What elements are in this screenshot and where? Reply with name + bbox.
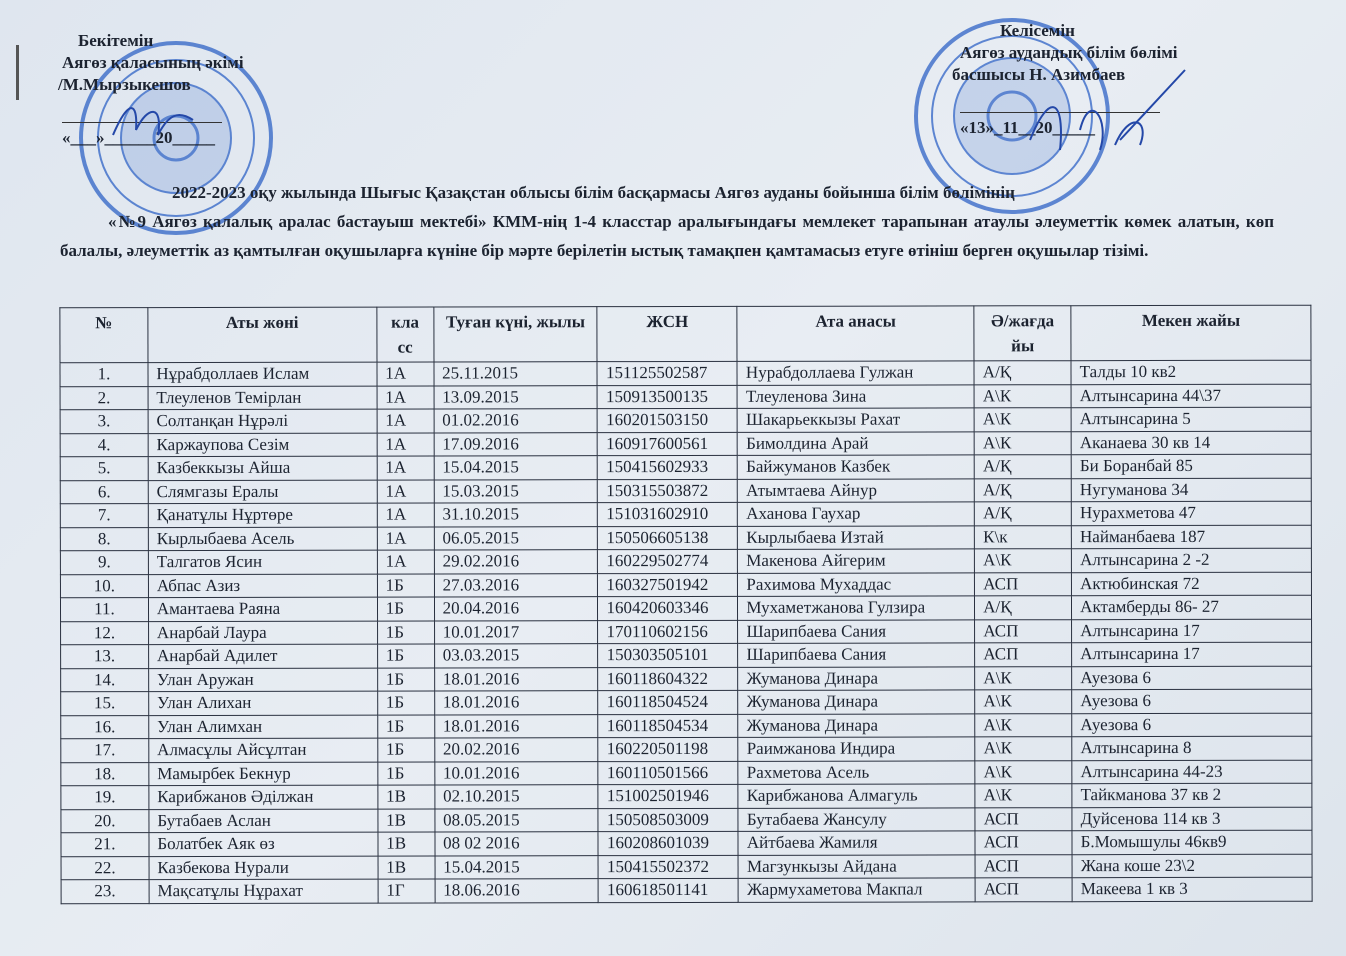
- cell-parent: Жармухаметова Макпал: [738, 878, 975, 902]
- cell-address: Би Боранбай 85: [1071, 454, 1311, 478]
- cell-number: 19.: [61, 786, 149, 810]
- table-row: [61, 713, 1312, 739]
- binding-mark: [16, 45, 19, 100]
- cell-birthdate: 15.04.2015: [435, 855, 599, 879]
- cell-parent: Аханова Гаухар: [738, 502, 975, 526]
- cell-status: А/Қ: [975, 502, 1072, 526]
- cell-address: Алтынсарина 44-23: [1072, 760, 1312, 784]
- cell-iin: 150913500135: [597, 385, 737, 409]
- cell-iin: 160327501942: [598, 573, 738, 597]
- cell-name: Анарбай Адилет: [148, 644, 377, 668]
- right-signature: [1020, 60, 1190, 170]
- cell-birthdate: 10.01.2016: [434, 761, 598, 785]
- cell-class: 1Б: [377, 621, 434, 645]
- cell-address: Актюбинская 72: [1072, 572, 1312, 596]
- cell-iin: 150303505101: [598, 643, 738, 667]
- header-col-number: №: [60, 308, 148, 363]
- cell-name: Каржаупова Сезім: [148, 433, 377, 457]
- cell-birthdate: 18.06.2016: [435, 879, 599, 903]
- cell-parent: Бутабаева Жансулу: [738, 807, 975, 831]
- cell-birthdate: 02.10.2015: [435, 785, 599, 809]
- cell-status: АСП: [975, 572, 1072, 596]
- cell-parent: Кырлыбаева Изтай: [738, 525, 975, 549]
- cell-name: Болатбек Аяк өз: [149, 832, 378, 856]
- cell-address: Талды 10 кв2: [1071, 360, 1311, 384]
- cell-birthdate: 20.02.2016: [434, 738, 598, 762]
- cell-status: АСП: [975, 831, 1072, 855]
- cell-number: 22.: [61, 856, 149, 880]
- cell-number: 5.: [60, 457, 148, 481]
- cell-name: Талгатов Ясин: [148, 550, 377, 574]
- cell-number: 10.: [60, 574, 148, 598]
- cell-number: 20.: [61, 809, 149, 833]
- cell-parent: Айтбаева Жамиля: [738, 831, 975, 855]
- table-row: [60, 525, 1311, 551]
- table-row: [61, 619, 1312, 645]
- cell-status: А\К: [975, 760, 1072, 784]
- cell-birthdate: 18.01.2016: [434, 691, 598, 715]
- cell-address: Алтынсарина 2 -2: [1072, 548, 1312, 572]
- cell-class: 1А: [377, 409, 434, 433]
- title-line-2: «№9 Аягөз қалалық аралас бастауыш мектебі» КММ-нің 1-4 класстар аралығындағы мемлекет тарапынан атаулы әлеуметтік көмек алатын, көп балалы, әлеуметтік аз қамтылған оқушыларға күніне бір мәрте берілетін ыстық тамақпен қамтамасыз етуге өтініш берген оқушылар тізімі.: [60, 212, 1274, 260]
- cell-name: Алмасұлы Айсұлтан: [149, 738, 378, 762]
- header-col-parent: Ата анасы: [737, 306, 974, 361]
- cell-birthdate: 20.04.2016: [434, 597, 598, 621]
- cell-class: 1Б: [377, 715, 434, 739]
- cell-address: Алтынсарина 17: [1072, 642, 1312, 666]
- cell-class: 1А: [377, 480, 434, 504]
- approval-date: «___»______20_____: [62, 128, 215, 147]
- cell-status: А\К: [975, 549, 1072, 573]
- cell-name: Мақсатұлы Нұрахат: [149, 879, 378, 903]
- cell-iin: 150506605138: [598, 526, 738, 550]
- cell-iin: 160208601039: [598, 831, 738, 855]
- header-col-birthdate: Туған күні, жылы: [434, 307, 598, 362]
- cell-class: 1Г: [378, 879, 435, 903]
- cell-birthdate: 25.11.2015: [434, 362, 598, 386]
- cell-birthdate: 06.05.2015: [434, 526, 598, 550]
- cell-status: А\К: [974, 431, 1071, 455]
- table-row: [60, 478, 1311, 504]
- cell-name: Анарбай Лаура: [148, 621, 377, 645]
- cell-number: 1.: [60, 363, 148, 387]
- cell-number: 12.: [61, 621, 149, 645]
- cell-parent: Жуманова Динара: [738, 713, 975, 737]
- cell-number: 11.: [60, 598, 148, 622]
- table-row: [60, 548, 1311, 574]
- cell-class: 1В: [378, 785, 435, 809]
- cell-iin: 160220501198: [598, 737, 738, 761]
- cell-birthdate: 31.10.2015: [434, 503, 598, 527]
- cell-status: А/Қ: [975, 596, 1072, 620]
- agreement-date: «13»_11__20_____: [960, 118, 1096, 137]
- header-col-class: кла сс: [377, 307, 434, 362]
- cell-status: А\К: [974, 408, 1071, 432]
- table-row: [61, 807, 1312, 833]
- cell-status: А\К: [975, 737, 1072, 761]
- cell-address: Жана коше 23\2: [1072, 854, 1312, 878]
- table-row: [61, 666, 1312, 692]
- table-row: [61, 830, 1312, 856]
- cell-iin: 150415602933: [598, 455, 738, 479]
- cell-class: 1Б: [377, 574, 434, 598]
- cell-address: Нурахметова 47: [1071, 501, 1311, 525]
- cell-class: 1В: [378, 809, 435, 833]
- cell-status: К\к: [975, 525, 1072, 549]
- cell-status: АСП: [975, 619, 1072, 643]
- cell-parent: Карибжанова Алмагуль: [738, 784, 975, 808]
- cell-address: Аканаева 30 кв 14: [1071, 431, 1311, 455]
- cell-name: Қанатұлы Нұртөре: [148, 503, 377, 527]
- table-row: [60, 431, 1311, 457]
- cell-iin: 150315503872: [598, 479, 738, 503]
- cell-iin: 160201503150: [598, 408, 738, 432]
- table-row: [61, 877, 1312, 903]
- cell-name: Солтанқан Нұрәлі: [148, 409, 377, 433]
- cell-status: А\К: [975, 784, 1072, 808]
- cell-status: А\К: [974, 384, 1071, 408]
- cell-number: 16.: [61, 715, 149, 739]
- cell-number: 4.: [60, 433, 148, 457]
- cell-name: Амантаева Раяна: [148, 597, 377, 621]
- cell-class: 1В: [378, 832, 435, 856]
- cell-birthdate: 08 02 2016: [435, 832, 599, 856]
- cell-address: Дуйсенова 114 кв 3: [1072, 807, 1312, 831]
- students-table: [59, 305, 1312, 904]
- cell-number: 2.: [60, 386, 148, 410]
- cell-address: Ауезова 6: [1072, 713, 1312, 737]
- cell-number: 8.: [60, 527, 148, 551]
- cell-iin: 160618501141: [599, 878, 739, 902]
- cell-address: Б.Момышулы 46кв9: [1072, 830, 1312, 854]
- cell-parent: Нурабдоллаева Гулжан: [737, 361, 974, 385]
- cell-address: Ауезова 6: [1072, 689, 1312, 713]
- cell-class: 1А: [377, 456, 434, 480]
- left-signature: [108, 95, 198, 150]
- cell-number: 15.: [61, 692, 149, 716]
- cell-birthdate: 15.03.2015: [434, 479, 598, 503]
- cell-iin: 160118604322: [598, 667, 738, 691]
- cell-parent: Шакарьеккызы Рахат: [737, 408, 974, 432]
- cell-number: 23.: [61, 880, 149, 904]
- cell-address: Макеева 1 кв 3: [1072, 877, 1312, 901]
- approval-heading: Бекітемін: [78, 31, 154, 50]
- cell-address: Ауезова 6: [1072, 666, 1312, 690]
- cell-parent: Раимжанова Индира: [738, 737, 975, 761]
- cell-birthdate: 18.01.2016: [434, 667, 598, 691]
- cell-status: АСП: [975, 643, 1072, 667]
- cell-class: 1А: [377, 550, 434, 574]
- table-row: [61, 854, 1312, 880]
- cell-number: 9.: [60, 551, 148, 575]
- cell-parent: Макенова Айгерим: [738, 549, 975, 573]
- cell-name: Казбекова Нурали: [149, 856, 378, 880]
- cell-name: Слямгазы Ералы: [148, 480, 377, 504]
- cell-iin: 160110501566: [598, 761, 738, 785]
- cell-parent: Байжуманов Казбек: [738, 455, 975, 479]
- cell-status: АСП: [975, 878, 1072, 902]
- cell-status: А\К: [975, 713, 1072, 737]
- cell-birthdate: 17.09.2016: [434, 432, 598, 456]
- table-row: [61, 689, 1312, 715]
- cell-birthdate: 03.03.2015: [434, 644, 598, 668]
- cell-address: Алтынсарина 17: [1072, 619, 1312, 643]
- cell-number: 7.: [60, 504, 148, 528]
- cell-status: АСП: [975, 807, 1072, 831]
- cell-address: Тайкманова 37 кв 2: [1072, 783, 1312, 807]
- cell-parent: Шарипбаева Сания: [738, 643, 975, 667]
- cell-status: АСП: [975, 854, 1072, 878]
- cell-birthdate: 27.03.2016: [434, 573, 598, 597]
- agreement-name: басшысы Н. Азимбаев: [952, 65, 1126, 84]
- cell-number: 13.: [61, 645, 149, 669]
- cell-iin: 160917600561: [598, 432, 738, 456]
- cell-name: Абпас Азиз: [148, 574, 377, 598]
- cell-name: Тлеуленов Темірлан: [148, 386, 377, 410]
- cell-address: Алтынсарина 44\37: [1071, 384, 1311, 408]
- table-row: [61, 736, 1312, 762]
- cell-status: А\К: [975, 666, 1072, 690]
- header-col-name: Аты жөні: [148, 307, 377, 362]
- cell-address: Нугуманова 34: [1071, 478, 1311, 502]
- title-line-1: 2022-2023 оқу жылында Шығыс Қазақстан облысы білім басқармасы Аягөз ауданы бойынша білім бөлімінің: [172, 183, 1015, 202]
- cell-parent: Тлеуленова Зина: [737, 384, 974, 408]
- cell-parent: Шарипбаева Сания: [738, 619, 975, 643]
- cell-iin: 170110602156: [598, 620, 738, 644]
- cell-iin: 160118504534: [598, 714, 738, 738]
- cell-parent: Магзункызы Айдана: [738, 854, 975, 878]
- table-body: [60, 360, 1312, 903]
- table-header-row: [60, 305, 1311, 363]
- cell-address: Найманбаева 187: [1071, 525, 1311, 549]
- cell-status: А\К: [975, 690, 1072, 714]
- cell-address: Алтынсарина 8: [1072, 736, 1312, 760]
- cell-birthdate: 13.09.2015: [434, 385, 598, 409]
- table-row: [60, 572, 1311, 598]
- cell-class: 1А: [377, 362, 434, 386]
- table-row: [60, 360, 1311, 386]
- cell-parent: Рахимова Мухаддас: [738, 572, 975, 596]
- table-row: [61, 783, 1312, 809]
- cell-iin: 160229502774: [598, 549, 738, 573]
- cell-name: Казбеккызы Айша: [148, 456, 377, 480]
- cell-class: 1Б: [377, 738, 434, 762]
- cell-class: 1А: [377, 503, 434, 527]
- cell-iin: 160118504524: [598, 690, 738, 714]
- cell-birthdate: 01.02.2016: [434, 409, 598, 433]
- cell-class: 1А: [377, 386, 434, 410]
- cell-class: 1Б: [377, 597, 434, 621]
- cell-name: Бутабаев Аслан: [149, 809, 378, 833]
- cell-birthdate: 18.01.2016: [434, 714, 598, 738]
- table-row: [60, 595, 1311, 621]
- approval-position: Аягөз қаласының әкімі: [62, 53, 244, 72]
- cell-name: Улан Алимхан: [149, 715, 378, 739]
- header-col-address: Мекен жайы: [1071, 305, 1311, 361]
- cell-parent: Бимолдина Арай: [738, 431, 975, 455]
- cell-birthdate: 08.05.2015: [435, 808, 599, 832]
- cell-class: 1Б: [377, 668, 434, 692]
- cell-status: А/Қ: [975, 478, 1072, 502]
- cell-name: Улан Аружан: [148, 668, 377, 692]
- cell-number: 3.: [60, 410, 148, 434]
- cell-number: 14.: [61, 668, 149, 692]
- cell-parent: Жуманова Динара: [738, 666, 975, 690]
- cell-iin: 151002501946: [598, 784, 738, 808]
- table-row: [60, 407, 1311, 433]
- cell-name: Мамырбек Бекнур: [149, 762, 378, 786]
- cell-parent: Атымтаева Айнур: [738, 478, 975, 502]
- cell-number: 17.: [61, 739, 149, 763]
- agreement-heading: Келісемін: [1000, 21, 1075, 40]
- cell-birthdate: 15.04.2015: [434, 456, 598, 480]
- table-row: [61, 642, 1312, 668]
- cell-iin: 151031602910: [598, 502, 738, 526]
- table-row: [60, 454, 1311, 480]
- cell-status: А/Қ: [974, 455, 1071, 479]
- cell-name: Кырлыбаева Асель: [148, 527, 377, 551]
- document-title: [60, 178, 1274, 265]
- cell-address: Алтынсарина 5: [1071, 407, 1311, 431]
- approval-name: /М.Мырзыкешов: [58, 75, 191, 94]
- table-row: [60, 501, 1311, 527]
- cell-iin: 160420603346: [598, 596, 738, 620]
- cell-address: Актамберды 86- 27: [1072, 595, 1312, 619]
- cell-number: 21.: [61, 833, 149, 857]
- cell-class: 1Б: [377, 691, 434, 715]
- cell-number: 18.: [61, 762, 149, 786]
- cell-parent: Мухаметжанова Гулзира: [738, 596, 975, 620]
- cell-class: 1А: [377, 527, 434, 551]
- cell-name: Улан Алихан: [149, 691, 378, 715]
- cell-iin: 150415502372: [598, 855, 738, 879]
- cell-birthdate: 10.01.2017: [434, 620, 598, 644]
- cell-iin: 150508503009: [598, 808, 738, 832]
- header-col-status: Ә/жағда йы: [974, 306, 1071, 361]
- cell-parent: Жуманова Динара: [738, 690, 975, 714]
- table-row: [60, 384, 1311, 410]
- cell-name: Карибжанов Әділжан: [149, 785, 378, 809]
- agreement-position: Аягөз аудандық білім бөлімі: [960, 43, 1178, 62]
- cell-name: Нұрабдоллаев Ислам: [148, 362, 377, 386]
- header-col-iin: ЖСН: [597, 306, 737, 361]
- cell-parent: Рахметова Асель: [738, 760, 975, 784]
- table-row: [61, 760, 1312, 786]
- cell-status: А/Қ: [974, 361, 1071, 385]
- cell-class: 1Б: [378, 762, 435, 786]
- cell-number: 6.: [60, 480, 148, 504]
- cell-iin: 151125502587: [597, 361, 737, 385]
- cell-class: 1Б: [377, 644, 434, 668]
- cell-class: 1В: [378, 856, 435, 880]
- cell-birthdate: 29.02.2016: [434, 550, 598, 574]
- cell-class: 1А: [377, 433, 434, 457]
